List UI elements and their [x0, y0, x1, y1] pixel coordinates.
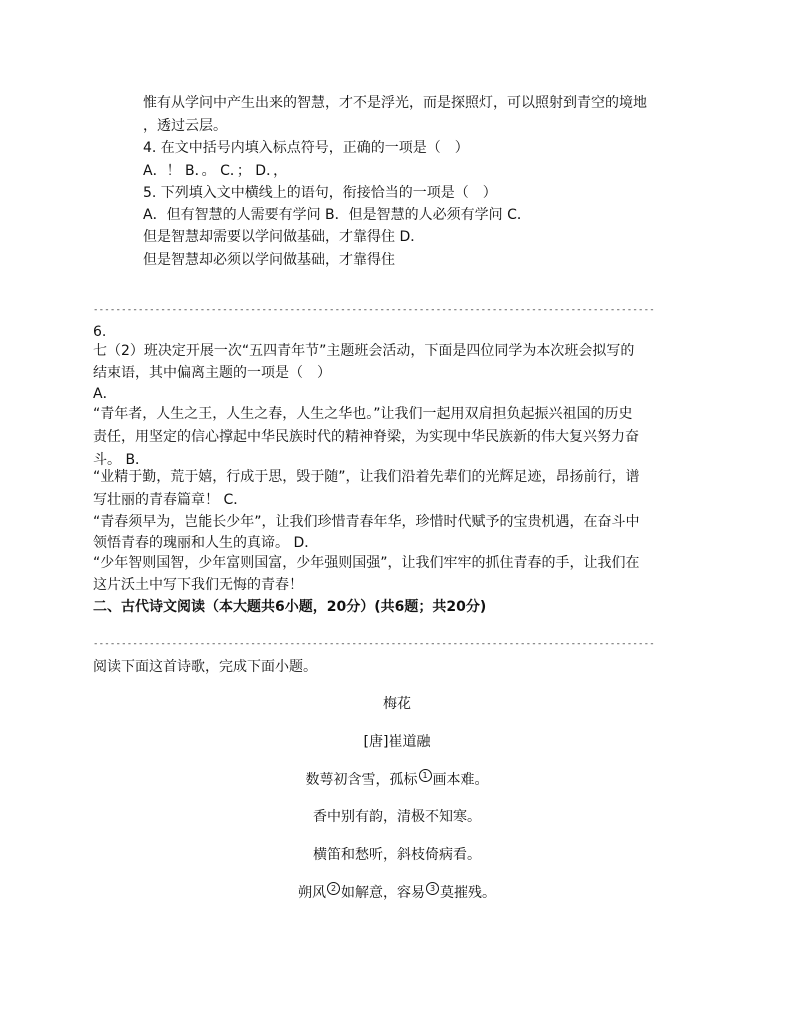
- question-4-stem: 4. 在文中括号内填入标点符号，正确的一项是（ ）: [143, 140, 469, 156]
- question-5-stem: 5. 下列填入文中横线上的语句，衔接恰当的一项是（ ）: [143, 185, 497, 201]
- passage-line-2: ，透过云层。: [143, 118, 227, 134]
- footnote-marker: 2: [327, 882, 340, 895]
- question-4-options: A．！ B．。 C．； D．，: [143, 163, 288, 179]
- question-6-option-a-2: 责任，用坚定的信心撑起中华民族时代的精神脊梁，为实现中华民族新的伟大复兴努力奋: [93, 429, 639, 445]
- question-6-option-d-1: “少年智则国智，少年富则国富，少年强则国强”，让我们牢牢的抓住青春的手，让我们在: [93, 555, 640, 571]
- question-6-option-a-label: A．: [93, 386, 117, 402]
- question-6-option-d-2: 这片沃土中写下我们无悔的青春！: [93, 577, 303, 593]
- question-6-option-a-1: “青年者，人生之王，人生之春，人生之华也。”让我们一起用双肩担负起振兴祖国的历史: [93, 406, 633, 422]
- question-6-option-b-1: “业精于勤，荒于嬉，行成于思，毁于随”，让我们沿着先辈们的光辉足迹，昂扬前行，谱: [93, 469, 640, 485]
- poem-line-3: 横笛和愁听，斜枝倚病看。: [313, 847, 481, 863]
- question-6-number: 6.: [93, 324, 107, 340]
- separator-line: ----------------------------------------------------------------------------------------------------: [93, 639, 655, 649]
- section-2-heading: 二、古代诗文阅读（本大题共6小题，20分）(共6题；共20分): [93, 599, 487, 615]
- poem-line-1-part-a: 数萼初含雪，孤标: [305, 772, 418, 788]
- poem-line-1-part-b: 画本难。: [432, 772, 489, 788]
- question-6-stem-1: 七（2）班决定开展一次“五四青年节”主题班会活动，下面是四位同学为本次班会拟写的: [93, 343, 635, 359]
- poem-line-4: [0, 882, 794, 903]
- poem-title: 梅花: [383, 696, 411, 712]
- poem-line-2: 香中别有韵，清极不知寒。: [313, 809, 481, 825]
- question-5-options-ab: A．但有智慧的人需要有学问 B．但是智慧的人必须有学问 C．: [143, 207, 531, 223]
- question-6-option-c-1: “青春须早为，岂能长少年”，让我们珍惜青春年华，珍惜时代赋予的宝贵机遇，在奋斗中: [93, 514, 640, 530]
- question-6-stem-2: 结束语，其中偏离主题的一项是（ ）: [93, 365, 331, 381]
- question-5-option-d: 但是智慧却必须以学问做基础，才靠得住: [143, 252, 395, 268]
- question-6-option-c-2: 领悟青春的瑰丽和人生的真谛。 D．: [93, 535, 319, 551]
- question-5-option-c: 但是智慧却需要以学问做基础，才靠得住 D．: [143, 229, 425, 245]
- poem-line-4-part-b: 如解意，容易: [341, 885, 425, 901]
- poem-line-1: [0, 769, 794, 790]
- poem-line-4-part-a: 朔风: [298, 885, 326, 901]
- separator-line: ----------------------------------------------------------------------------------------------------: [93, 305, 655, 315]
- footnote-marker: 1: [419, 769, 432, 782]
- footnote-marker: 3: [426, 882, 439, 895]
- question-6-option-a-3: 斗。 B．: [93, 452, 150, 468]
- reading-instruction: 阅读下面这首诗歌，完成下面小题。: [93, 659, 317, 675]
- poem-line-4-part-c: 莫摧残。: [440, 885, 496, 901]
- poem-author: [唐]崔道融: [363, 734, 431, 750]
- question-6-option-b-2: 写壮丽的青春篇章！ C．: [93, 492, 248, 508]
- passage-line-1: 惟有从学问中产生出来的智慧，才不是浮光，而是探照灯，可以照射到青空的境地: [143, 95, 647, 111]
